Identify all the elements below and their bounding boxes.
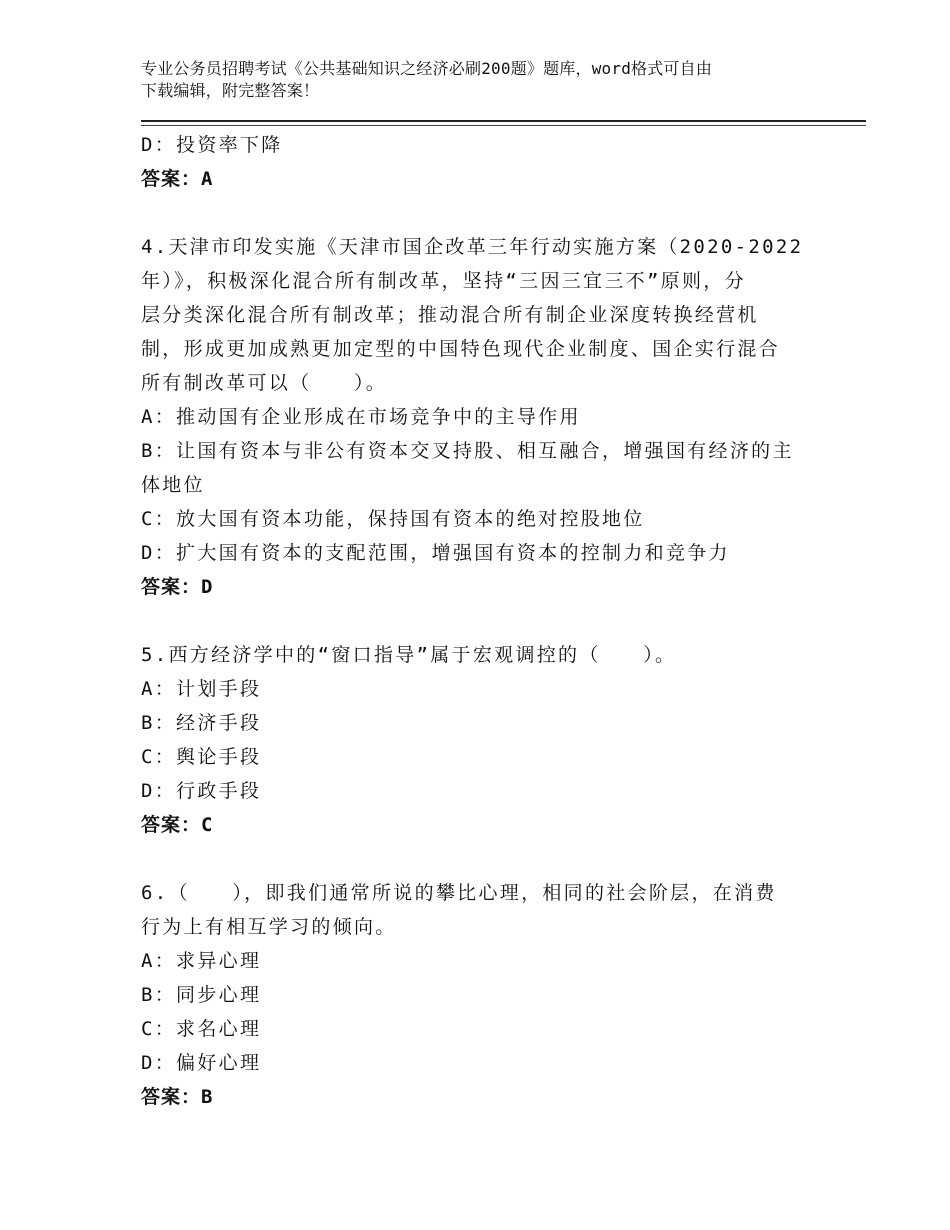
- q3-option-d: D：投资率下降: [141, 134, 283, 156]
- q4-stem-line: 所有制改革可以（ ）。: [141, 372, 388, 394]
- q5-option-c: C：舆论手段: [141, 746, 262, 768]
- q4-option-d: D：扩大国有资本的支配范围，增强国有资本的控制力和竞争力: [141, 542, 730, 564]
- q4-option-c: C：放大国有资本功能，保持国有资本的绝对控股地位: [141, 508, 645, 530]
- q5-answer: 答案：C: [141, 814, 214, 836]
- header-line-1: 专业公务员招聘考试《公共基础知识之经济必刷200题》题库，word格式可自由: [141, 59, 713, 78]
- q3-answer: 答案：A: [141, 168, 214, 190]
- question-gap: [141, 604, 821, 638]
- document-header: [141, 58, 821, 102]
- question-5: [141, 638, 821, 842]
- header-divider-thin: [141, 125, 866, 126]
- q4-option-a: A：推动国有企业形成在市场竞争中的主导作用: [141, 406, 581, 428]
- q4-stem-line: 4.天津市印发实施《天津市国企改革三年行动实施方案（2020-2022: [141, 236, 804, 258]
- question-gap: [141, 196, 821, 230]
- q5-option-a: A：计划手段: [141, 678, 262, 700]
- q6-answer: 答案：B: [141, 1086, 214, 1108]
- q5-option-b: B：经济手段: [141, 712, 262, 734]
- q5-option-d: D：行政手段: [141, 780, 262, 802]
- q6-stem-line: 6.（ ），即我们通常所说的攀比心理，相同的社会阶层，在消费: [141, 882, 777, 904]
- q6-option-c: C：求名心理: [141, 1018, 262, 1040]
- header-divider-thick: [141, 120, 866, 122]
- question-gap: [141, 842, 821, 876]
- q4-option-b-cont: 体地位: [141, 474, 205, 496]
- q6-stem-line: 行为上有相互学习的倾向。: [141, 916, 397, 938]
- q6-option-d: D：偏好心理: [141, 1052, 262, 1074]
- q6-option-a: A：求异心理: [141, 950, 262, 972]
- q4-stem-line: 层分类深化混合所有制改革；推动混合所有制企业深度转换经营机: [141, 304, 759, 326]
- q4-answer: 答案：D: [141, 576, 214, 598]
- header-line-2: 下载编辑，附完整答案！: [141, 81, 320, 100]
- q4-option-b: B：让国有资本与非公有资本交叉持股、相互融合，增强国有经济的主: [141, 440, 794, 462]
- q5-stem: 5.西方经济学中的“窗口指导”属于宏观调控的（ ）。: [141, 644, 677, 666]
- q4-stem-line: 年）》，积极深化混合所有制改革，坚持“三因三宜三不”原则，分: [141, 270, 746, 292]
- document-body: [141, 128, 821, 1114]
- q6-option-b: B：同步心理: [141, 984, 262, 1006]
- question-6: [141, 876, 821, 1114]
- q4-stem-line: 制，形成更加成熟更加定型的中国特色现代企业制度、国企实行混合: [141, 338, 781, 360]
- question-4: [141, 230, 821, 604]
